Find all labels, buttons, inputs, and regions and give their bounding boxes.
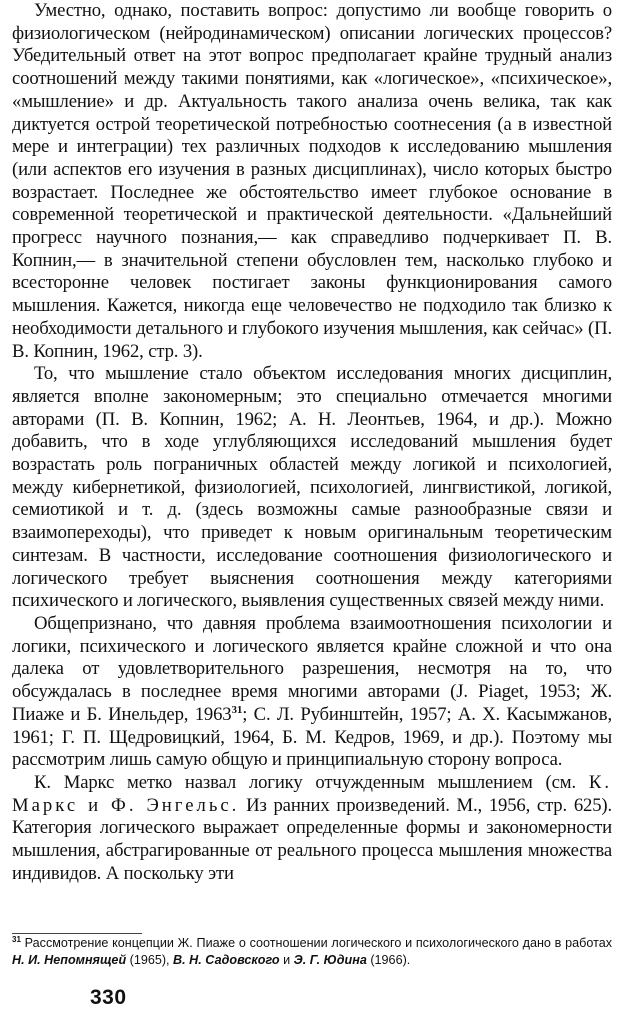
paragraph-3-text-b: ; С. Л. Рубинштейн, 1957; А. Х. Касымжанов, 1961; Г. П. Щедровицкий, 1964, Б. М. Кедров, 1969, и др.). Поэтому мы рассмотрим лишь самую общую и принципиальную сторону вопроса. xyxy=(12,703,612,771)
footnote-text-b: (1965), xyxy=(126,953,174,967)
footnote-text-a: Рассмотрение концепции Ж. Пиаже о соотношении логического и психологического дано в работах xyxy=(20,936,612,950)
paragraph-3-text-a: Общепризнано, что давняя проблема взаимоотношения психологии и логики, психического и логического является крайне сложной и что она далека от удовлетворительного разрешения, несмотря на то, что обсуждалась в последнее время многими авторами (J. Piaget, 1953; Ж. Пиаже и Б. Инельдер, 1963 xyxy=(12,612,612,725)
paragraph-1-text: Уместно, однако, поставить вопрос: допустимо ли вообще говорить о физиологическом (нейродинамическом) описании логических процессов? Убедительный ответ на этот вопрос предполагает крайне трудный анализ соотношений между такими понятиями, как «логическое», «психическое», «мышление» и др. Актуальность такого анализа очень велика, так как диктуется острой теоретической потребностью соотнесения (а в известной мере и интеграции) тех различных подходов к исследованию мышления (или аспектов его изучения в разных дисциплинах), число которых быстро возрастает. Последнее же обстоятельство имеет глубокое основание в современной теоретической и практической деятельности. «Дальнейший прогресс научного познания,— как справедливо подчеркивает П. В. Копнин,— в значительной степени обусловлен тем, насколько глубоко и всесторонне человек постигает законы функционирования самого мышления. Кажется, никогда еще человечество не подходило так близко к необходимости детального и глубокого изучения мышления, как сейчас» (П. В. Копнин, 1962, стр. 3). xyxy=(12,0,612,362)
footnote-divider xyxy=(12,933,142,934)
paragraph-2 xyxy=(12,363,612,613)
page-number: 330 xyxy=(90,986,127,1009)
footnote-reference[interactable]: 31 xyxy=(231,703,243,716)
paragraph-4-spaced-authors: К. Маркс и Ф. Энгельс. xyxy=(12,771,612,816)
paragraph-1 xyxy=(12,0,612,363)
footnote xyxy=(12,935,612,969)
footnote-text-c: и xyxy=(279,953,294,967)
paragraph-4-text-b: Из ранних произведений. М., 1956, стр. 625). Категория логического выражает определенные формы и закономерности мышления, абстрагированные от реального процесса мышления множества индивидов. А поскольку эти xyxy=(12,794,612,884)
footnote-author-2: В. Н. Садовского xyxy=(173,953,280,967)
footnote-author-1: Н. И. Непомнящей xyxy=(12,953,127,967)
paragraph-4 xyxy=(12,772,612,886)
paragraph-2-text: То, что мышление стало объектом исследования многих дисциплин, является вполне закономерным; это специально отмечается многими авторами (П. В. Копнин, 1962; А. Н. Леонтьев, 1964, и др.). Можно добавить, что в ходе углубляющихся исследований мышления будет возрастать роль пограничных областей между логикой и психологией, между кибернетикой, физиологией, психологией, лингвистикой, логикой, семиотикой и т. д. (здесь возможны самые разнообразные связи и взаимопереходы), что приведет к новым оригинальным теоретическим синтезам. В частности, исследование соотношения физиологического и логического требует выяснения соотношения между категориями психического и логического, выявления существенных связей между ними. xyxy=(12,363,612,612)
footnote-number: 31 xyxy=(12,935,21,944)
footnote-text-d: (1966). xyxy=(366,953,411,967)
footnote-paragraph xyxy=(12,935,612,969)
main-text xyxy=(12,0,612,885)
footnote-author-3: Э. Г. Юдина xyxy=(293,953,367,967)
paragraph-3 xyxy=(12,613,612,772)
paragraph-4-text-a: К. Маркс метко назвал логику отчужденным мышлением (см. xyxy=(34,771,589,793)
